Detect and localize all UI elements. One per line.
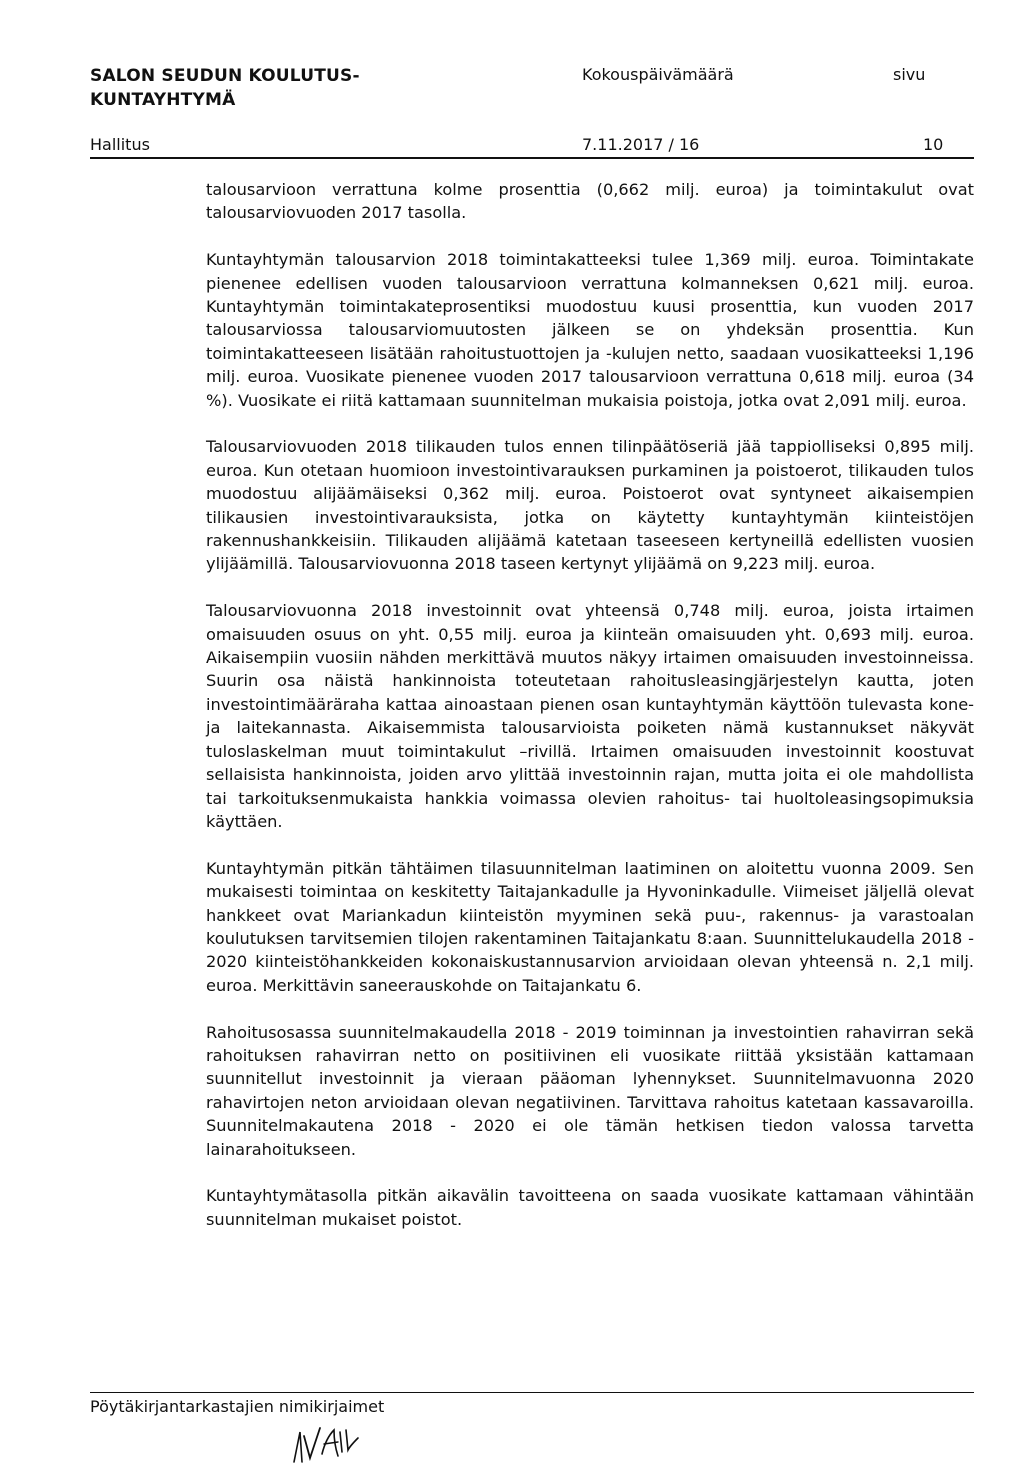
organization-name-line2: KUNTAYHTYMÄ: [90, 90, 236, 110]
page-number: 10: [923, 135, 944, 154]
paragraph-operating-margin: Kuntayhtymän talousarvion 2018 toimintakatteeksi tulee 1,369 milj. euroa. Toimintakate pienenee edellisen vuoden talousarvioon verrattuna kolmanneksen 0,621 milj. euroa. Kuntayhtymän toimintakateprosentiksi muodostuu kuusi prosenttia, kun vuoden 2017 talousarviossa talousarviomuutosten jälkeen se on yhdeksän prosenttia. Kun toimintakatteeseen lisätään rahoitustuottojen ja -kulujen netto, saadaan vuosikatteeksi 1,196 milj. euroa. Vuosikate pienenee vuoden 2017 talousarvioon verrattuna 0,618 milj. euroa (34 %). Vuosikate ei riitä kattamaan suunnitelman mukaisia poistoja, jotka ovat 2,091 milj. euroa.: [206, 250, 974, 410]
paragraph-investments: Talousarviovuonna 2018 investoinnit ovat yhteensä 0,748 milj. euroa, joista irtaimen omaisuuden osuus on yht. 0,55 milj. euroa ja kiinteän omaisuuden yht. 0,693 milj. euroa. Aikaisempiin vuosiin nähden merkittävä muutos näkyy irtaimen omaisuuden investoinneissa. Suurin osa näistä hankinnoista toteutetaan rahoitusleasingjärjestelyn kautta, joten investointimääräraha kattaa ainoastaan pienen osan kuntayhtymän käyttöön tulevasta kone- ja laitekannasta. Aikaisemmista talousarvioista poiketen nämä kustannukset näkyvät tuloslaskelman muut toimintakulut –rivillä. Irtaimen omaisuuden investoinnit koostuvat sellaisista hankinnoista, joiden arvo ylittää investoinnin rajan, mutta joita ei ole mahdollista tai tarkoituksenmukaista hankkia voimassa olevien rahoitus- tai huoltoleasingsopimuksia käyttäen.: [206, 601, 974, 831]
handwritten-initials-signature-icon: [288, 1418, 378, 1468]
document-body: [206, 178, 974, 1255]
paragraph-financial-result: Talousarviovuoden 2018 tilikauden tulos ennen tilinpäätöseriä jää tappiolliseksi 0,895 milj. euroa. Kun otetaan huomioon investointivarauksen purkaminen ja poistoerot, tilikauden tulos muodostuu alijäämäiseksi 0,362 milj. euroa. Poistoerot ovat syntyneet aikaisempien tilikausien investointivarauksista, jotka on käytetty kuntayhtymän kiinteistöjen rakennushankkeisiin. Tilikauden alijäämä katetaan taseeseen kertyneillä edellisten vuosien ylijäämillä. Talousarviovuonna 2018 taseen kertynyt ylijäämä on 9,223 milj. euroa.: [206, 437, 974, 574]
organization-name: [90, 64, 360, 112]
paragraph-long-term-goal: Kuntayhtymätasolla pitkän aikavälin tavoitteena on saada vuosikate kattamaan vähintään suunnitelman mukaiset poistot.: [206, 1186, 974, 1229]
paragraph-operating-costs: talousarvioon verrattuna kolme prosenttia (0,662 milj. euroa) ja toimintakulut ovat talousarviovuoden 2017 tasolla.: [206, 180, 974, 223]
page-label: sivu: [893, 65, 926, 84]
footer-divider: [90, 1392, 974, 1393]
meeting-date-label: Kokouspäivämäärä: [582, 65, 734, 84]
header-divider: [90, 157, 974, 159]
governing-body: Hallitus: [90, 135, 150, 154]
meeting-date-number: 7.11.2017 / 16: [582, 135, 700, 154]
organization-name-line1: SALON SEUDUN KOULUTUS-: [90, 66, 360, 86]
signature-label: Pöytäkirjantarkastajien nimikirjaimet: [90, 1397, 385, 1416]
paragraph-financing: Rahoitusosassa suunnitelmakaudella 2018 - 2019 toiminnan ja investointien rahavirran sekä rahoituksen rahavirran netto on positiivinen eli vuosikate riittää yksistään kattamaan suunnitellut investoinnit ja vieraan pääoman lyhennykset. Suunnitelmavuonna 2020 rahavirtojen neton arvioidaan olevan negatiivinen. Tarvittava rahoitus katetaan kassavaroilla. Suunnitelmakautena 2018 - 2020 ei ole tämän hetkisen tiedon valossa tarvetta lainarahoitukseen.: [206, 1022, 974, 1159]
paragraph-facilities-plan: Kuntayhtymän pitkän tähtäimen tilasuunnitelman laatiminen on aloitettu vuonna 2009. Sen mukaisesti toimintaa on keskitetty Taitajankadulle ja Hyvoninkadulle. Viimeiset jäljellä olevat hankkeet ovat Mariankadun kiinteistön myyminen sekä puu-, rakennus- ja varastoalan koulutuksen tarvitsemien tilojen rakentaminen Taitajankatu 8:aan. Suunnittelukaudella 2018 - 2020 kiinteistöhankkeiden kokonaiskustannusarvion arvioidaan olevan yhteensä n. 2,1 milj. euroa. Merkittävin saneerauskohde on Taitajankatu 6.: [206, 858, 974, 995]
